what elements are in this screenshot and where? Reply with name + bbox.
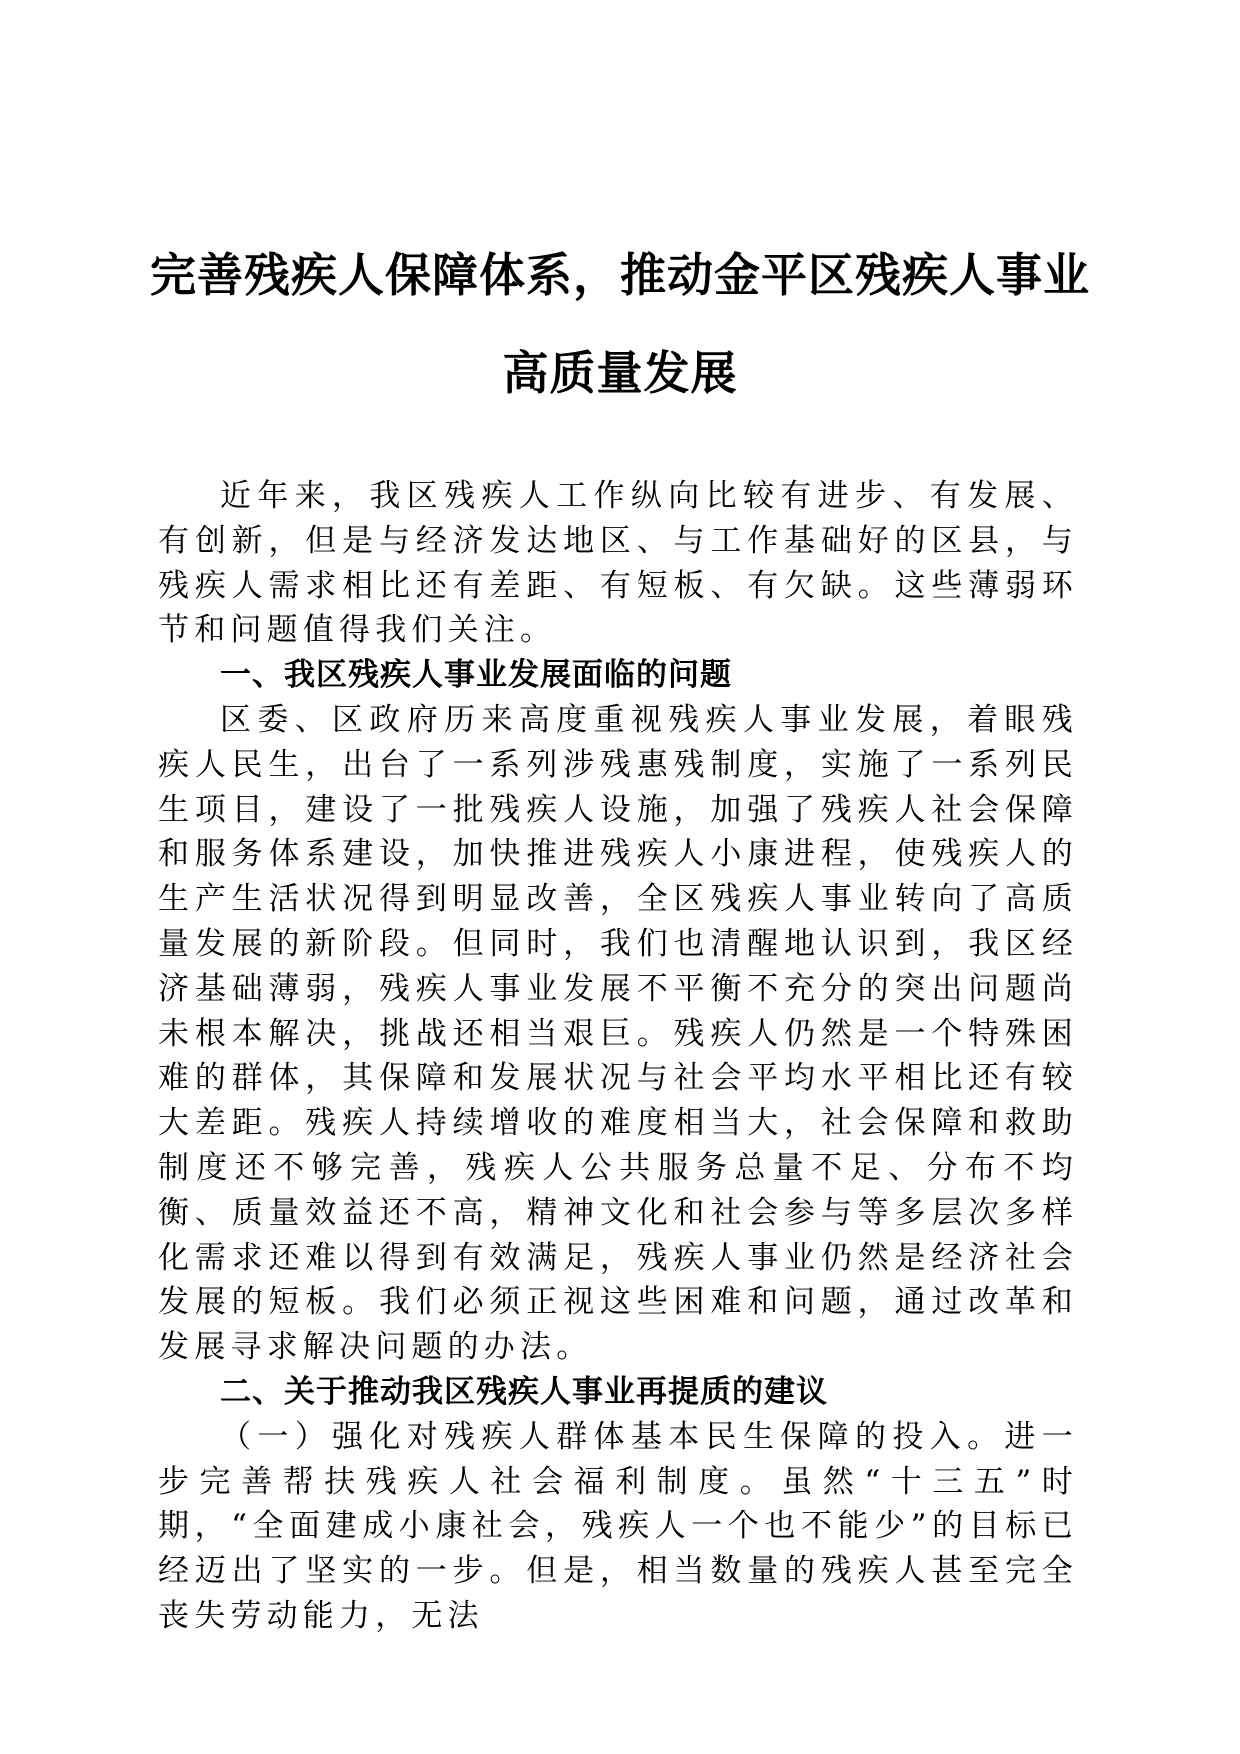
title-line-2: 高质量发展 [502,346,738,400]
document-title [0,226,1240,422]
subsection-1-paragraph: （一）强化对残疾人群体基本民生保障的投入。进一步完善帮扶残疾人社会福利制度。虽然“十三五”时期，“全面建成小康社会，残疾人一个也不能少”的目标已经迈出了坚实的一步。但是，相当数量的残疾人甚至完全丧失劳动能力，无法 [158,1418,1078,1634]
intro-paragraph: 近年来，我区残疾人工作纵向比较有进步、有发展、有创新，但是与经济发达地区、与工作基础好的区县，与残疾人需求相比还有差距、有短板、有欠缺。这些薄弱环节和问题值得我们关注。 [158,478,1078,649]
section-2-heading: 二、关于推动我区残疾人事业再提质的建议 [220,1373,828,1410]
section-1-heading: 一、我区残疾人事业发展面临的问题 [220,657,732,694]
document-body [158,474,1078,1639]
section-1-paragraph: 区委、区政府历来高度重视残疾人事业发展，着眼残疾人民生，出台了一系列涉残惠残制度，实施了一系列民生项目，建设了一批残疾人设施，加强了残疾人社会保障和服务体系建设，加快推进残疾人小康进程，使残疾人的生产生活状况得到明显改善，全区残疾人事业转向了高质量发展的新阶段。但同时，我们也清醒地认识到，我区经济基础薄弱，残疾人事业发展不平衡不充分的突出问题尚未根本解决，挑战还相当艰巨。残疾人仍然是一个特殊困难的群体，其保障和发展状况与社会平均水平相比还有较大差距。残疾人持续增收的难度相当大，社会保障和救助制度还不够完善，残疾人公共服务总量不足、分布不均衡、质量效益还不高，精神文化和社会参与等多层次多样化需求还难以得到有效满足，残疾人事业仍然是经济社会发展的短板。我们必须正视这些困难和问题，通过改革和发展寻求解决问题的办法。 [158,701,1078,1366]
title-line-1: 完善残疾人保障体系，推动金平区残疾人事业 [150,248,1090,302]
